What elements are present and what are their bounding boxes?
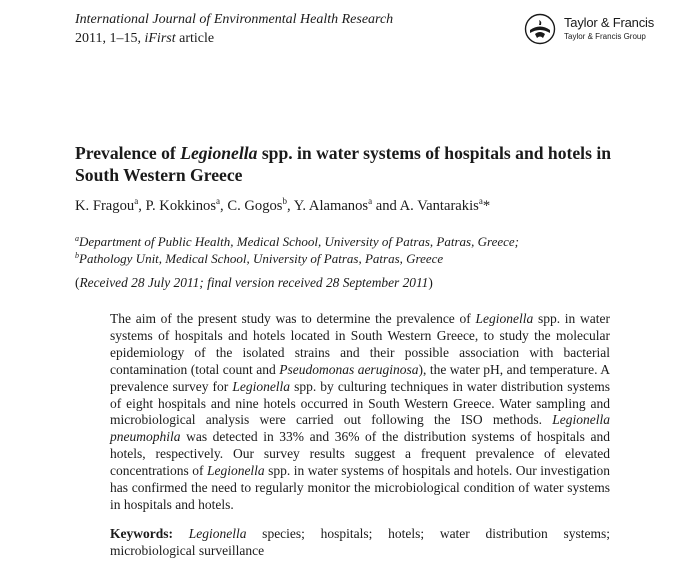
journal-name: International Journal of Environmental Health Research xyxy=(75,12,394,27)
author-affil-mark: a xyxy=(368,196,373,206)
abstract-text: spp. in water systems of hospitals and hotels. Our investigation has confirmed the need to regularly monitor the microbiological condition of water systems in hospitals and hotels. xyxy=(110,463,610,512)
author-name[interactable]: P. Kokkinos xyxy=(145,198,217,214)
author-affil-mark: a xyxy=(134,196,139,206)
author-affil-mark: a xyxy=(216,196,221,206)
keywords-text: species; hospitals; hotels; water distribution systems; microbiological surveillance xyxy=(110,526,610,558)
author-name[interactable]: Y. Alamanos xyxy=(293,198,369,214)
journal-issue-suffix: article xyxy=(175,31,215,46)
received-text: Received 28 July 2011; final version received 28 September 2011 xyxy=(79,275,429,290)
abstract-text: The aim of the present study was to determine the prevalence of xyxy=(110,311,476,326)
author-affil-mark: b xyxy=(282,196,287,206)
journal-issue-prefix: 2011, 1–15, xyxy=(75,31,145,46)
affiliation-text: Department of Public Health, Medical School, University of Patras, Patras, Greece; xyxy=(79,234,519,249)
affiliation-mark: a xyxy=(75,234,79,243)
abstract-italic: Legionella xyxy=(475,311,534,326)
affiliation-line xyxy=(75,250,655,267)
author-separator: , xyxy=(138,198,146,214)
received-open-paren: ( xyxy=(75,275,80,290)
keywords xyxy=(110,525,610,559)
abstract-italic: Legionella pneumophila xyxy=(110,412,610,445)
publisher-logo[interactable] xyxy=(524,13,654,45)
title-part1: Prevalence of xyxy=(75,143,181,163)
abstract xyxy=(110,311,610,514)
publisher-name: Taylor & Francis xyxy=(564,15,654,30)
received-close-paren: ) xyxy=(428,275,433,290)
abstract-text: spp. in water systems of hospitals and hotels located in South Western Greece, to study the molecular epidemiology of the isolated strains and their possible association with bacterial contamination (total count and xyxy=(110,311,610,377)
abstract-text: spp. by culturing techniques in water distribution systems of eight hospitals and nine hotels occurred in South Western Greece. Water sampling and microbiological analysis were carried out following the ISO methods. xyxy=(110,378,610,428)
affiliations xyxy=(75,233,655,267)
journal-issue-info xyxy=(75,29,393,48)
journal-issue-italic: iFirst xyxy=(144,31,176,46)
abstract-text: ), the water pH, and temperature. A prevalence survey for xyxy=(110,361,610,394)
affiliation-mark: b xyxy=(75,251,79,260)
title-part2: spp. in water systems of hospitals and hotels in South Western Greece xyxy=(75,143,611,185)
author-name[interactable]: A. Vantarakis xyxy=(399,198,479,214)
abstract-italic: Pseudomonas aeruginosa xyxy=(279,361,419,377)
author-separator: , xyxy=(286,198,294,214)
corresponding-mark: * xyxy=(482,198,491,214)
journal-header xyxy=(75,10,393,48)
affiliation-line xyxy=(75,233,655,250)
author-list xyxy=(75,197,655,215)
author-affil-mark: a xyxy=(478,196,483,206)
author-separator: and xyxy=(372,198,400,214)
abstract-italic: Legionella xyxy=(232,378,291,394)
keyword-italic: Legionella xyxy=(188,526,247,541)
keywords-label: Keywords: xyxy=(110,526,173,541)
received-dates xyxy=(75,274,655,292)
author-separator: , xyxy=(220,198,228,214)
author-name[interactable]: C. Gogos xyxy=(227,198,283,214)
publisher-group: Taylor & Francis Group xyxy=(564,32,646,41)
article-title xyxy=(75,142,655,186)
title-italic: Legionella xyxy=(180,143,258,163)
abstract-text: was detected in 33% and 36% of the distribution systems of hospitals and hotels, respectively. Our survey results suggest a frequent prevalence of elevated concentrations of xyxy=(110,429,610,479)
affiliation-text: Pathology Unit, Medical School, University of Patras, Patras, Greece xyxy=(79,251,444,266)
abstract-italic: Legionella xyxy=(206,463,265,479)
author-name[interactable]: K. Fragou xyxy=(75,198,135,214)
taylor-francis-logo-icon xyxy=(524,13,558,45)
